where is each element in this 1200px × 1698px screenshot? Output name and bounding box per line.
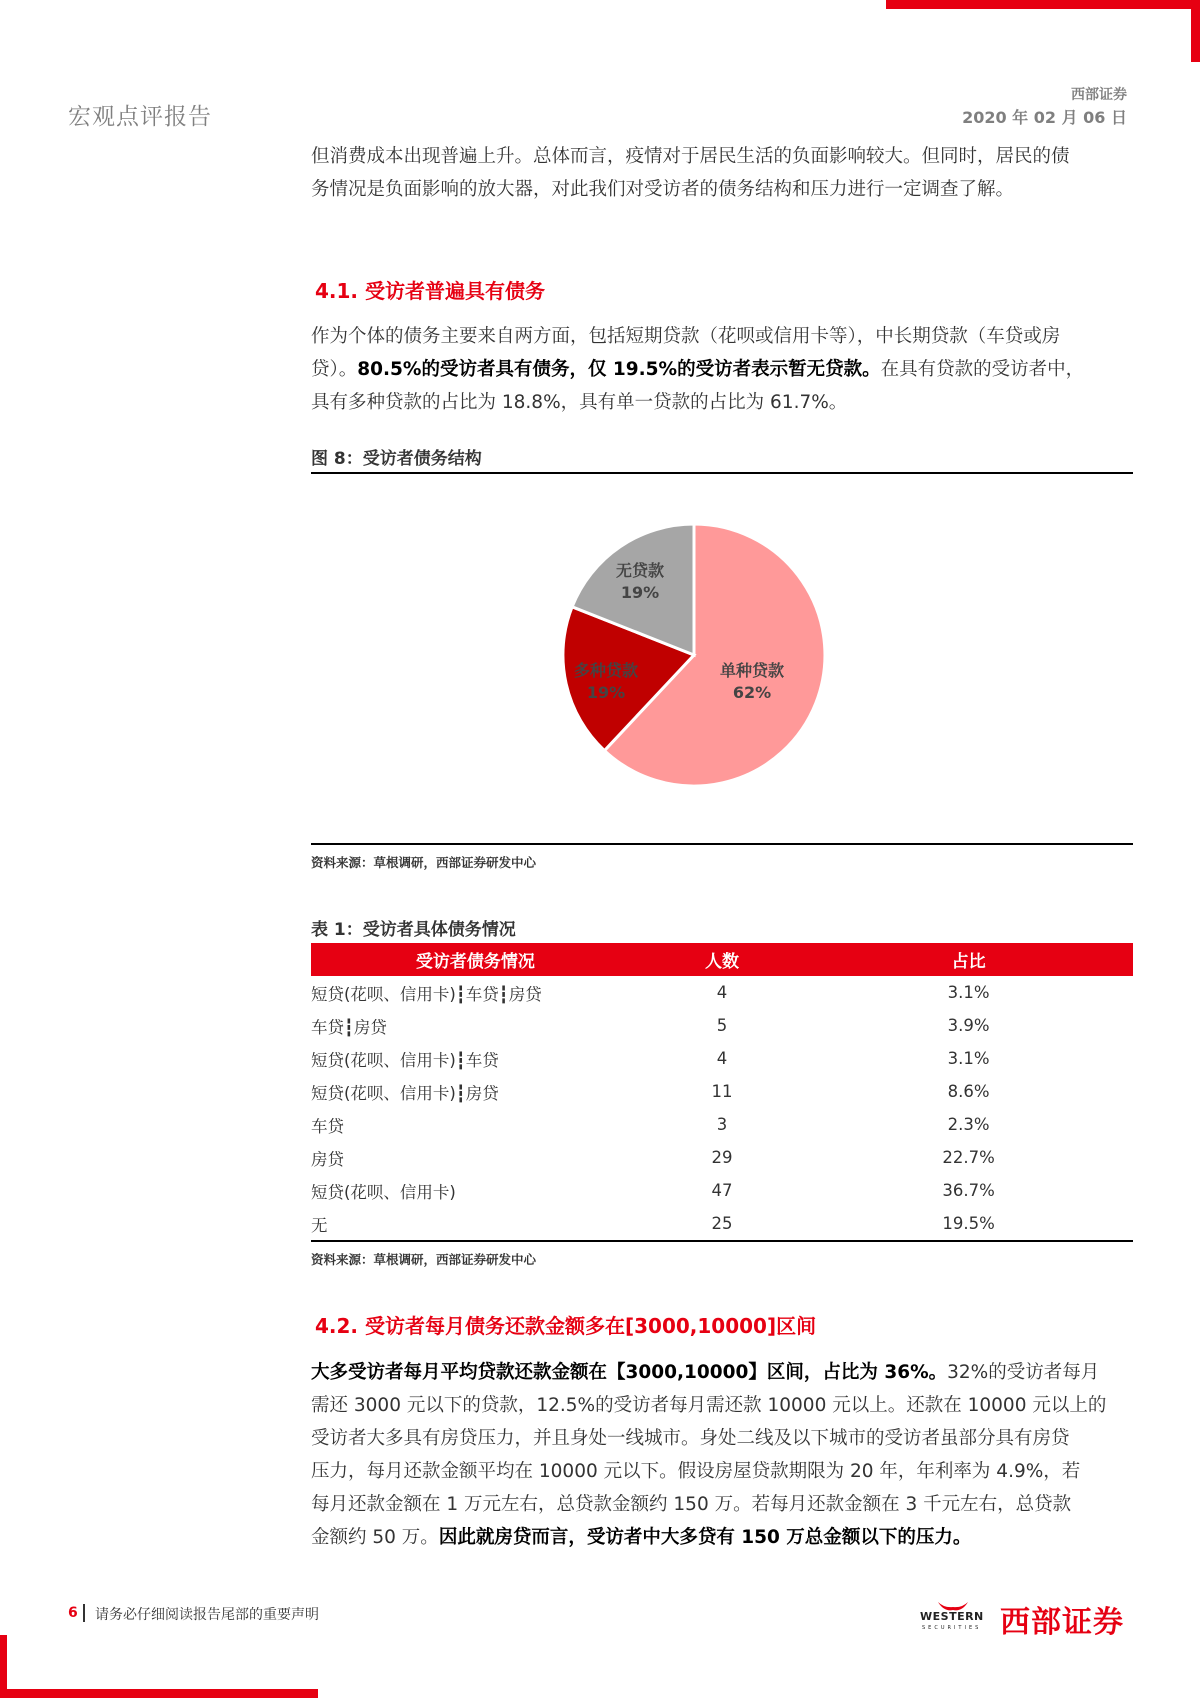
- table-row: [311, 1141, 1133, 1174]
- report-date: 2020 年 02 月 06 日: [962, 108, 1127, 127]
- cell-count: 47: [711, 1181, 733, 1200]
- table-header-row: [311, 943, 1133, 976]
- para-bold-text: 80.5%的受访者具有债务，仅 19.5%的受访者表示暂无贷款。: [357, 359, 881, 380]
- figure-8-caption: 图 8：受访者债务结构: [311, 449, 482, 469]
- cell-share: 22.7%: [942, 1148, 995, 1167]
- figure-bottom-rule: [311, 843, 1133, 845]
- cell-debt-status: 车贷: [311, 1116, 344, 1136]
- pie-label-value: 62%: [732, 683, 772, 702]
- pie-label-multiple-loans: [566, 660, 646, 704]
- table-row: [311, 1174, 1133, 1207]
- para-line: 受访者大多具有房贷压力，并且身处一线城市。身处二线及以下城市的受访者虽部分具有房贷: [311, 1428, 1070, 1449]
- header-share: 占比: [804, 943, 1133, 976]
- para-line: 具有多种贷款的占比为 18.8%，具有单一贷款的占比为 61.7%。: [311, 392, 848, 413]
- cell-debt-status: 车贷┇房贷: [311, 1017, 387, 1037]
- cell-count: 25: [640, 1207, 804, 1241]
- section-4-2-title: 4.2. 受访者每月债务还款金额多在[3000,10000]区间: [315, 1314, 817, 1338]
- section-4-1-title: 4.1. 受访者普遍具有债务: [315, 279, 545, 303]
- para-line: 需还 3000 元以下的贷款，12.5%的受访者每月需还款 10000 元以上。还款在 10000 元以上的: [311, 1395, 1107, 1416]
- cell-count: 5: [716, 1016, 728, 1035]
- para-text: 金额约 50 万。: [311, 1527, 439, 1548]
- cell-count: 29: [711, 1148, 733, 1167]
- para-text: 32%的受访者每月: [947, 1362, 1100, 1383]
- header-debt-status: 受访者债务情况: [311, 943, 640, 976]
- para-line: [311, 1521, 1133, 1554]
- para-bold-text: 因此就房贷而言，受访者中大多贷有 150 万总金额以下的压力。: [438, 1527, 972, 1548]
- para-line: [311, 1356, 1133, 1389]
- logo-english: WESTERN: [920, 1610, 984, 1623]
- bottom-left-bracket-horizontal: [0, 1689, 318, 1698]
- cell-share: 3.1%: [947, 983, 990, 1002]
- debt-table: [311, 943, 1133, 1242]
- pie-label-no-loan: [600, 560, 680, 604]
- table-row: [311, 1009, 1133, 1042]
- intro-line: 但消费成本出现普遍上升。总体而言，疫情对于居民生活的负面影响较大。但同时，居民的债: [311, 146, 1070, 167]
- cell-debt-status: 短贷(花呗、信用卡)┇房贷: [311, 1083, 499, 1103]
- header-count: 人数: [640, 943, 804, 976]
- cell-debt-status: 短贷(花呗、信用卡)┇车贷: [311, 1050, 499, 1070]
- cell-count: 4: [716, 983, 728, 1002]
- para-text: 在具有贷款的受访者中，: [880, 359, 1085, 380]
- para-line: 压力，每月还款金额平均在 10000 元以下。假设房屋贷款期限为 20 年，年利率为 4.9%，若: [311, 1461, 1081, 1482]
- cell-count: 11: [711, 1082, 733, 1101]
- report-type-label: 宏观点评报告: [68, 104, 212, 130]
- table-row: [311, 976, 1133, 1009]
- para-line: 作为个体的债务主要来自两方面，包括短期贷款（花呗或信用卡等），中长期贷款（车贷或房: [311, 326, 1061, 347]
- cell-share: 8.6%: [947, 1082, 990, 1101]
- pie-label-value: 19%: [620, 583, 660, 602]
- pie-label-name: 多种贷款: [573, 661, 638, 680]
- table-row: [311, 1207, 1133, 1241]
- pie-label-value: 19%: [586, 683, 626, 702]
- para-text: 贷）。: [311, 359, 358, 380]
- table-row: [311, 1075, 1133, 1108]
- pie-label-single-loan: [712, 660, 792, 704]
- cell-debt-status: 房贷: [311, 1149, 344, 1169]
- footer-separator: [83, 1604, 85, 1622]
- header-brand: 西部证券: [1071, 87, 1127, 103]
- cell-debt-status: 无: [311, 1207, 640, 1241]
- para-bold-text: 大多受访者每月平均贷款还款金额在【3000,10000】区间，占比为 36%。: [311, 1362, 948, 1383]
- table-row: [311, 1042, 1133, 1075]
- table-1-caption: 表 1：受访者具体债务情况: [311, 920, 516, 940]
- page-number: 6: [68, 1605, 78, 1621]
- cell-count: 3: [716, 1115, 728, 1134]
- logo-chinese: 西部证券: [1000, 1605, 1124, 1640]
- cell-share: 2.3%: [947, 1115, 990, 1134]
- pie-label-name: 单种贷款: [719, 661, 784, 680]
- logo-english-sub: SECURITIES: [922, 1625, 982, 1631]
- cell-share: 19.5%: [804, 1207, 1133, 1241]
- intro-line: 务情况是负面影响的放大器，对此我们对受访者的债务结构和压力进行一定调查了解。: [311, 179, 1015, 200]
- cell-share: 36.7%: [942, 1181, 995, 1200]
- footer-disclaimer: 请务必仔细阅读报告尾部的重要声明: [95, 1607, 319, 1623]
- table-row: [311, 1108, 1133, 1141]
- table-1-source: 资料来源：草根调研，西部证券研发中心: [311, 1252, 537, 1267]
- para-line: 每月还款金额在 1 万元左右，总贷款金额约 150 万。若每月还款金额在 3 千元左右，总贷款: [311, 1494, 1072, 1515]
- cell-debt-status: 短贷(花呗、信用卡)┇车贷┇房贷: [311, 984, 542, 1004]
- figure-8-source: 资料来源：草根调研，西部证券研发中心: [311, 855, 537, 870]
- pie-label-name: 无贷款: [615, 561, 664, 580]
- cell-debt-status: 短贷(花呗、信用卡): [311, 1182, 456, 1202]
- cell-share: 3.1%: [947, 1049, 990, 1068]
- cell-count: 4: [716, 1049, 728, 1068]
- section-4-2-paragraph: [311, 1356, 1133, 1554]
- cell-share: 3.9%: [947, 1016, 990, 1035]
